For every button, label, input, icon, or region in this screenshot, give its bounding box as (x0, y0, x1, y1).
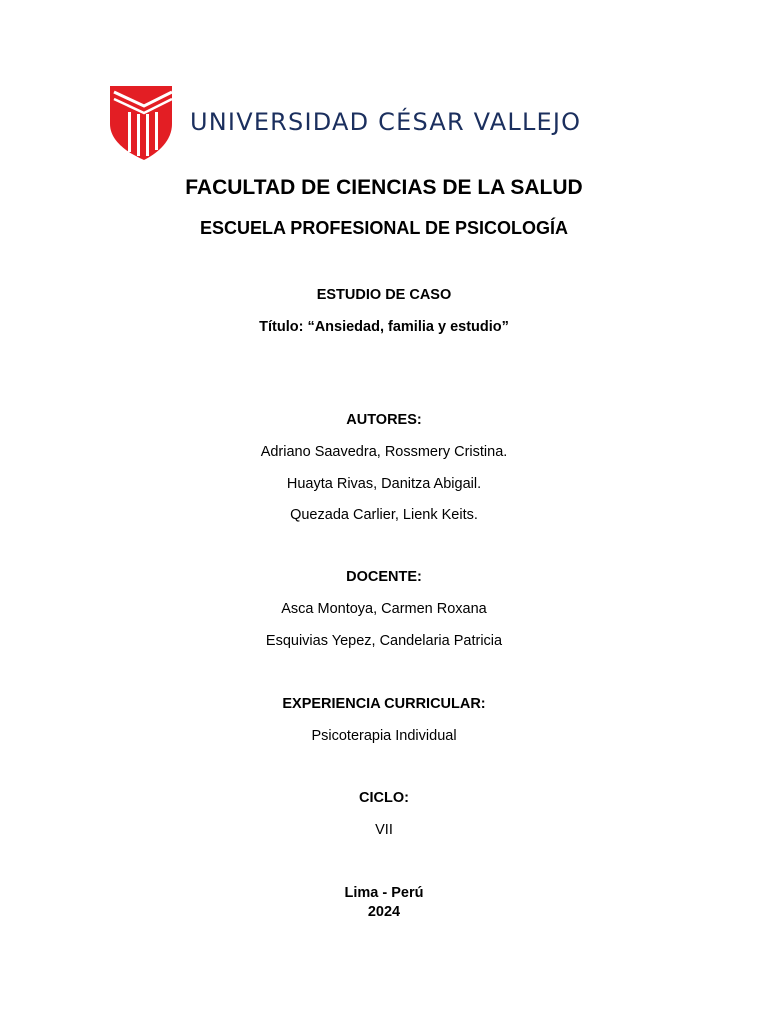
place: Lima - Perú (344, 885, 424, 901)
document-title: Título: “Ansiedad, familia y estudio” (259, 319, 509, 335)
faculty-heading: FACULTAD DE CIENCIAS DE LA SALUD (185, 176, 583, 199)
teacher-name: Asca Montoya, Carmen Roxana (281, 601, 487, 617)
school-heading: ESCUELA PROFESIONAL DE PSICOLOGÍA (199, 218, 569, 238)
university-name: UNIVERSIDAD CÉSAR VALLEJO (190, 108, 582, 136)
year: 2024 (367, 904, 401, 920)
authors-heading: AUTORES: (346, 412, 422, 428)
cycle-heading: CICLO: (359, 790, 409, 806)
teacher-name: Esquivias Yepez, Candelaria Patricia (265, 633, 503, 649)
author-name: Huayta Rivas, Danitza Abigail. (286, 476, 482, 492)
shield-crest-icon (110, 86, 176, 162)
course-name: Psicoterapia Individual (311, 728, 457, 744)
university-logo (110, 86, 580, 162)
course-heading: EXPERIENCIA CURRICULAR: (282, 696, 486, 712)
document-type: ESTUDIO DE CASO (316, 287, 452, 303)
author-name: Quezada Carlier, Lienk Keits. (290, 507, 478, 523)
teachers-heading: DOCENTE: (346, 569, 422, 585)
author-name: Adriano Saavedra, Rossmery Cristina. (260, 444, 508, 460)
cycle-value: VII (375, 822, 393, 838)
